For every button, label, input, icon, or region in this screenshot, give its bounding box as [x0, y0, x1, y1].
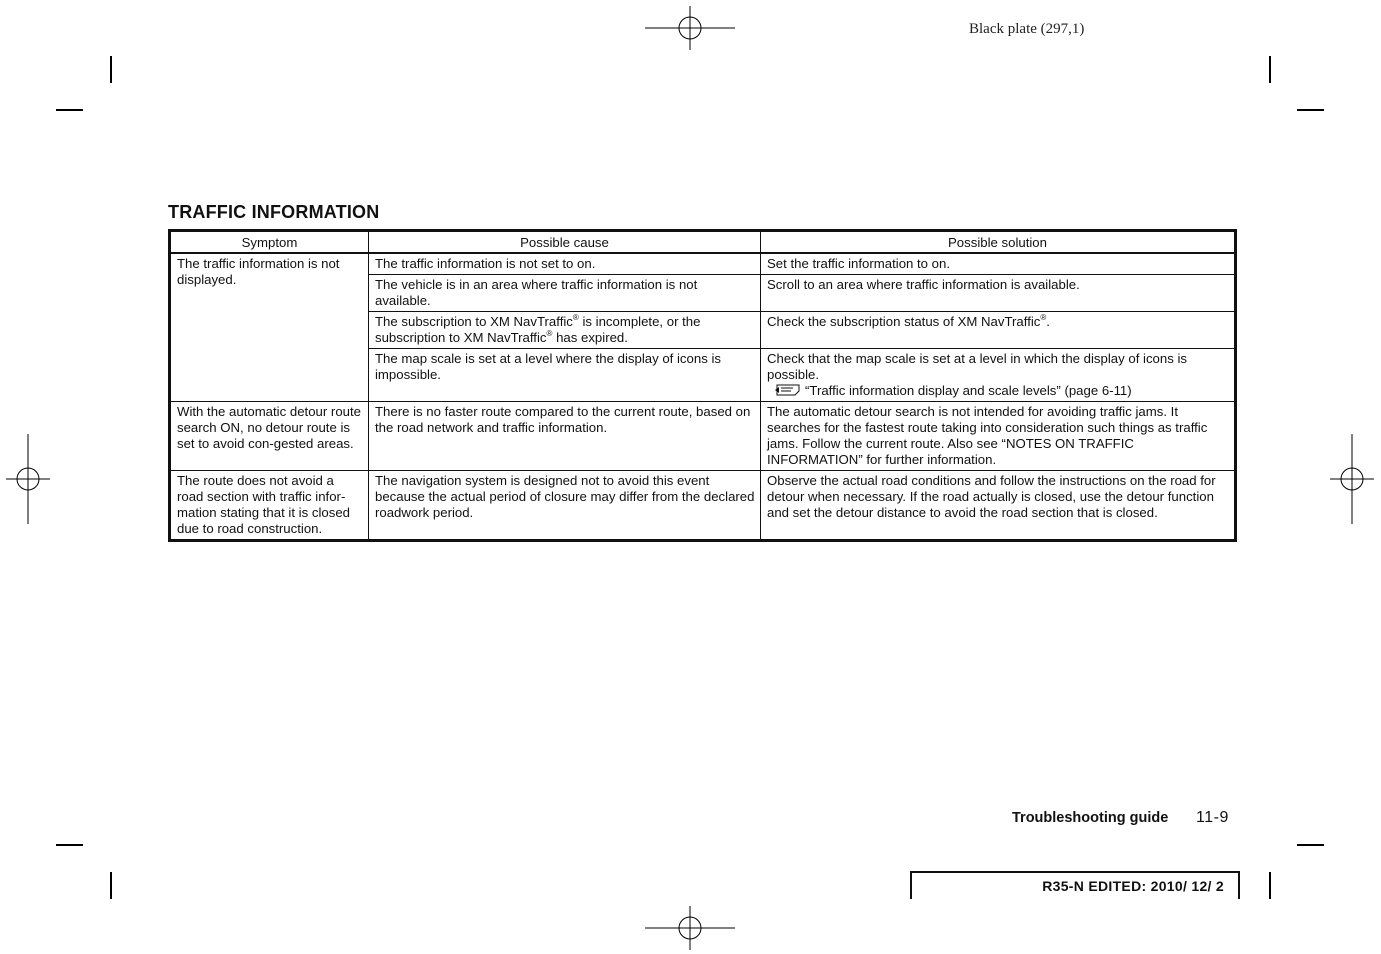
cause-cell: The vehicle is in an area where traffic information is not available. — [369, 275, 761, 312]
registration-mark-icon — [1330, 434, 1374, 524]
footer-section-name: Troubleshooting guide — [1012, 810, 1169, 826]
column-header-symptom: Symptom — [170, 231, 369, 254]
crop-mark — [56, 109, 83, 111]
registration-mark-icon — [6, 434, 50, 524]
page-number: 11-9 — [1196, 809, 1229, 826]
crop-mark — [1269, 872, 1271, 899]
solution-cell: Set the traffic information to on. — [761, 253, 1236, 275]
cause-cell: The map scale is set at a level where the display of icons is impossible. — [369, 349, 761, 402]
cause-cell: The traffic information is not set to on. — [369, 253, 761, 275]
column-header-cause: Possible cause — [369, 231, 761, 254]
edited-label: R35-N EDITED: 2010/ 12/ 2 — [1042, 878, 1224, 894]
solution-cell: The automatic detour search is not intended for avoiding traffic jams. It searches for the fastest route taking into consideration such things as traffic jams. Follow the current route. Also see “NOTES ON TRAFFIC INFORMATION” for further information. — [761, 402, 1236, 471]
plate-label: Black plate (297,1) — [969, 21, 1085, 37]
cause-cell: There is no faster route compared to the current route, based on the road network and traffic information. — [369, 402, 761, 471]
solution-cell: Check the subscription status of XM NavTraffic®. — [761, 312, 1236, 349]
crop-mark — [1297, 109, 1324, 111]
crop-mark — [56, 844, 83, 846]
symptom-cell: The route does not avoid a road section with traffic infor-mation stating that it is closed due to road construction. — [170, 471, 369, 541]
table-row — [170, 471, 1236, 541]
solution-cell — [761, 349, 1236, 402]
registration-mark-icon — [645, 906, 735, 950]
solution-cell: Scroll to an area where traffic information is available. — [761, 275, 1236, 312]
edited-stamp — [910, 871, 1240, 899]
solution-text: Check that the map scale is set at a level in which the display of icons is possible. — [767, 351, 1188, 382]
section-title: TRAFFIC INFORMATION — [168, 202, 380, 222]
traffic-info-table — [168, 229, 1237, 542]
registration-mark-icon — [645, 6, 735, 50]
crop-mark — [110, 872, 112, 899]
crop-mark — [1297, 844, 1324, 846]
cause-cell: The navigation system is designed not to avoid this event because the actual period of closure may differ from the declared roadwork period. — [369, 471, 761, 541]
symptom-cell: With the automatic detour route search ON, no detour route is set to avoid con-gested areas. — [170, 402, 369, 471]
crop-mark — [1269, 56, 1271, 83]
table-row — [170, 402, 1236, 471]
column-header-solution: Possible solution — [761, 231, 1236, 254]
table-row — [170, 253, 1236, 275]
cause-cell: The subscription to XM NavTraffic® is incomplete, or the subscription to XM NavTraffic® has expired. — [369, 312, 761, 349]
page-reference-icon — [775, 384, 801, 396]
symptom-cell: The traffic information is not displayed. — [170, 253, 369, 402]
crop-mark — [110, 56, 112, 83]
page-reference: “Traffic information display and scale levels” (page 6-11) — [767, 383, 1229, 399]
solution-cell: Observe the actual road conditions and follow the instructions on the road for detour when necessary. If the road actually is closed, use the detour function and set the detour distance to avoid the road section that is closed. — [761, 471, 1236, 541]
table-header-row — [170, 231, 1236, 254]
